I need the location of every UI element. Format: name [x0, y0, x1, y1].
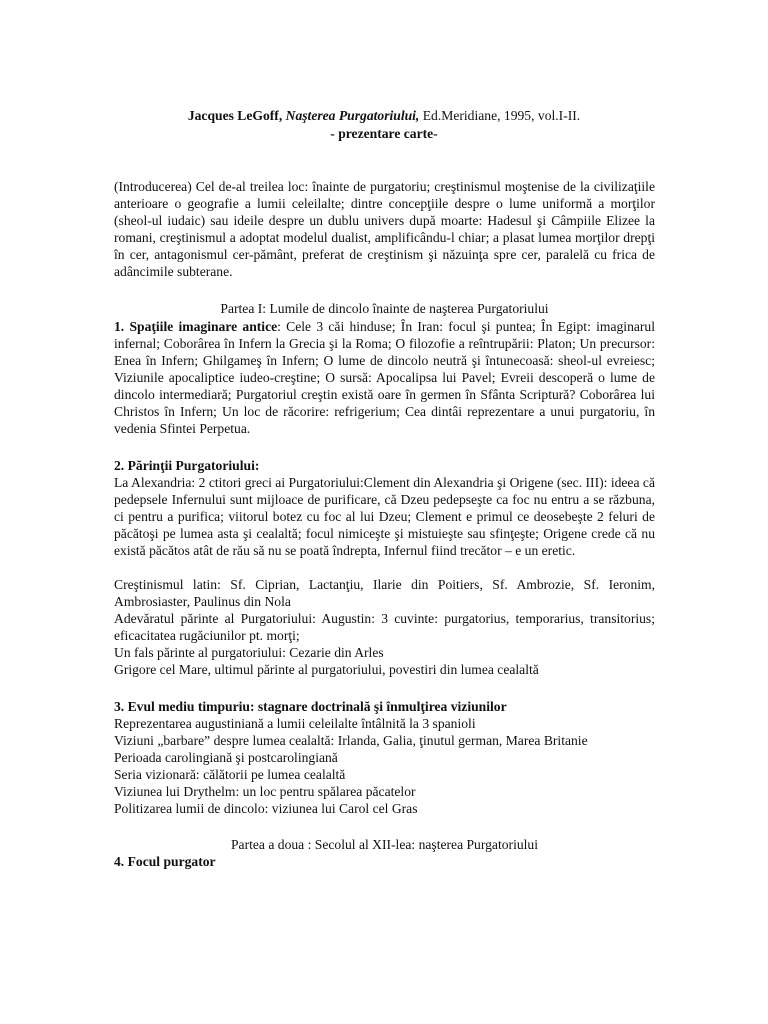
section3-line: Perioada carolingiană şi postcarolingiană [114, 750, 338, 765]
section1-text: : Cele 3 căi hinduse; În Iran: focul şi puntea; În Egipt: imaginarul infernal; Coborârea în Infern la Grecia şi la Roma; O filozofie a reîntrupării: Platon; Un precursor: Enea în Infern; Ghilgameş în Infern; O lume de dincolo neutră şi întunecoasă: sheol-ul evreiesc; Viziunile apocaliptice iudeo-creştine; O sursă: Apocalipsa lui Pavel; Evreii descoperă o lume de dincolo intermediară; Purgatoriul creştin există oare în germen în Sfânta Scriptură? Coborârea lui Christos în Infern; Un loc de răcorire: refrigerium; Cea dintâi reprezentare a unui purgatoriu, în vedenia Sfintei Perpetua. [114, 319, 655, 436]
section2-title: 2. Părinţii Purgatoriului: [114, 458, 260, 473]
publisher-info: Ed.Meridiane, 1995, vol.I-II. [422, 108, 581, 123]
section1-paragraph [114, 318, 655, 437]
part2-heading: Partea a doua : Secolul al XII-lea: naşterea Purgatoriului [230, 837, 538, 852]
section1-title: 1. Spaţiile imaginare antice [114, 319, 278, 334]
section3-line: Viziuni „barbare” despre lumea cealaltă: Irlanda, Galia, ţinutul german, Marea Britanie [114, 733, 588, 748]
intro-paragraph: (Introducerea) Cel de-al treilea loc: înainte de purgatoriu; creştinismul moştenise de la civilizaţiile anterioare o geografie a lumii celeilalte; dintre concepţiile despre o lume uniformă a morţilor (sheol-ul iudaic) sau ideile despre un dublu univers după moarte: Hadesul şi Câmpiile Elizee la romani, creştinismul a adoptat modelul dualist, amplificându-l chiar; a plasat lumea morţilor drepţi în cer, antagonismul cer-pământ, preferat de creştinism şi năzuinţa spre cer, paralelă cu frica de adâncimile subterane. [114, 179, 655, 279]
section3-line: Viziunea lui Drythelm: un loc pentru spălarea păcatelor [114, 784, 416, 799]
title-line [114, 107, 654, 125]
section4-title: 4. Focul purgator [114, 854, 216, 869]
section2-para3: Adevăratul părinte al Purgatoriului: Augustin: 3 cuvinte: purgatorius, temporarius, transitorius; eficacitatea rugăciunilor pt. morţi; [114, 611, 655, 643]
document-subtitle: - prezentare carte- [330, 126, 438, 141]
section3-line: Politizarea lumii de dincolo: viziunea lui Carol cel Gras [114, 801, 418, 816]
section2-line5: Grigore cel Mare, ultimul părinte al purgatoriului, povestiri din lumea cealaltă [114, 662, 539, 677]
book-title: Naşterea Purgatoriului, [285, 108, 420, 123]
part1-heading: Partea I: Lumile de dincolo înainte de naşterea Purgatoriului [220, 301, 549, 316]
section2-para2: Creştinismul latin: Sf. Ciprian, Lactanţiu, Ilarie din Poitiers, Sf. Ambrozie, Sf. Ieronim, Ambrosiaster, Paulinus din Nola [114, 577, 655, 609]
section2-line4: Un fals părinte al purgatoriului: Cezarie din Arles [114, 645, 384, 660]
section3-title: 3. Evul mediu timpuriu: stagnare doctrinală şi înmulţirea viziunilor [114, 699, 507, 714]
section3-line: Seria vizionară: călătorii pe lumea cealaltă [114, 767, 346, 782]
document-title [114, 107, 654, 143]
section3-line: Reprezentarea augustiniană a lumii celeilalte întâlnită la 3 spanioli [114, 716, 476, 731]
section2-para1: La Alexandria: 2 ctitori greci ai Purgatoriului:Clement din Alexandria şi Origene (sec. III): ideea că pedepsele Infernului sunt mijloace de purificare, că Dzeu pedepseşte ca foc nu entru a se răzbuna, ci pentru a purifica; viitorul botez cu foc al lui Dzeu; Clement e primul ce deosebeşte 2 feluri de păcătoşi pe lumea asta şi cealaltă; focul nimiceşte şi mistuieşte sau sfinţeşte; Origene crede că nu există păcătos atât de rău să nu se poată îndrepta, Infernul fiind trecător – e un eretic. [114, 475, 655, 558]
author-name: Jacques LeGoff, [187, 108, 283, 123]
